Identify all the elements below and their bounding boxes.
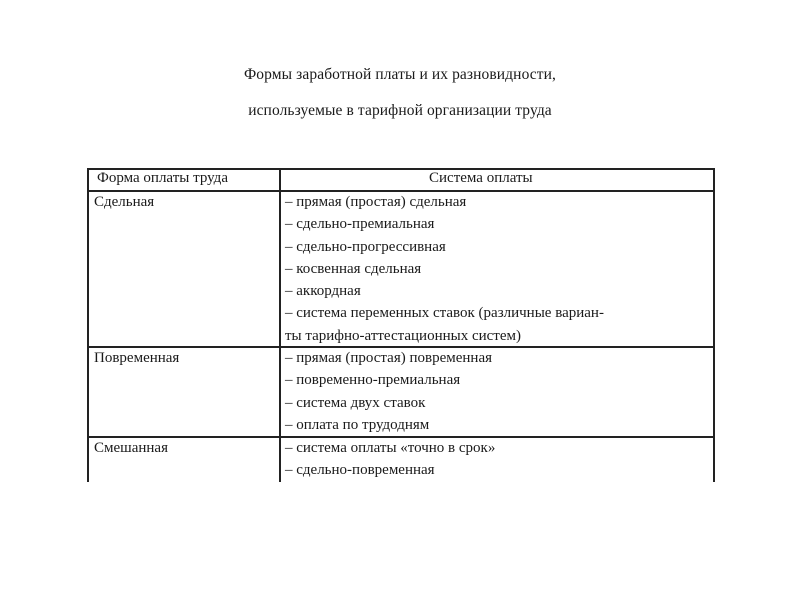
list-item: – прямая (простая) сдельная bbox=[285, 194, 467, 210]
wage-forms-table bbox=[87, 168, 715, 482]
title-line-2: используемые в тарифной организации труда bbox=[248, 102, 552, 119]
header-form: Форма оплаты труда bbox=[97, 170, 228, 186]
list-item: – оплата по трудодням bbox=[285, 416, 430, 433]
list-item: – система оплаты «точно в срок» bbox=[285, 440, 496, 456]
row-systems-mixed bbox=[285, 437, 495, 482]
row-form-time: Повременная bbox=[94, 350, 180, 366]
table-left-border bbox=[87, 168, 89, 482]
list-item: – прямая (простая) повременная bbox=[285, 350, 492, 366]
table-right-border bbox=[713, 168, 715, 482]
row-systems-time bbox=[285, 347, 492, 436]
row-systems-piecework bbox=[285, 191, 604, 347]
list-item: – система двух ставок bbox=[285, 394, 426, 411]
list-item: – сдельно-премиальная bbox=[285, 216, 435, 233]
list-item: – система переменных ставок (различные вариан- bbox=[285, 305, 604, 322]
header-system: Система оплаты bbox=[429, 170, 533, 186]
list-item: – сдельно-повременная bbox=[285, 462, 435, 479]
list-item: – сдельно-прогрессивная bbox=[285, 238, 446, 255]
column-divider bbox=[279, 168, 281, 482]
row-form-piecework: Сдельная bbox=[94, 194, 155, 210]
title-line-1: Формы заработной платы и их разновидности, bbox=[243, 66, 557, 83]
row-form-mixed: Смешанная bbox=[94, 440, 168, 456]
list-item: ты тарифно-аттестационных систем) bbox=[285, 327, 521, 344]
list-item: – повременно-премиальная bbox=[285, 372, 461, 389]
list-item: – аккордная bbox=[285, 283, 361, 300]
list-item: – косвенная сдельная bbox=[285, 260, 422, 277]
